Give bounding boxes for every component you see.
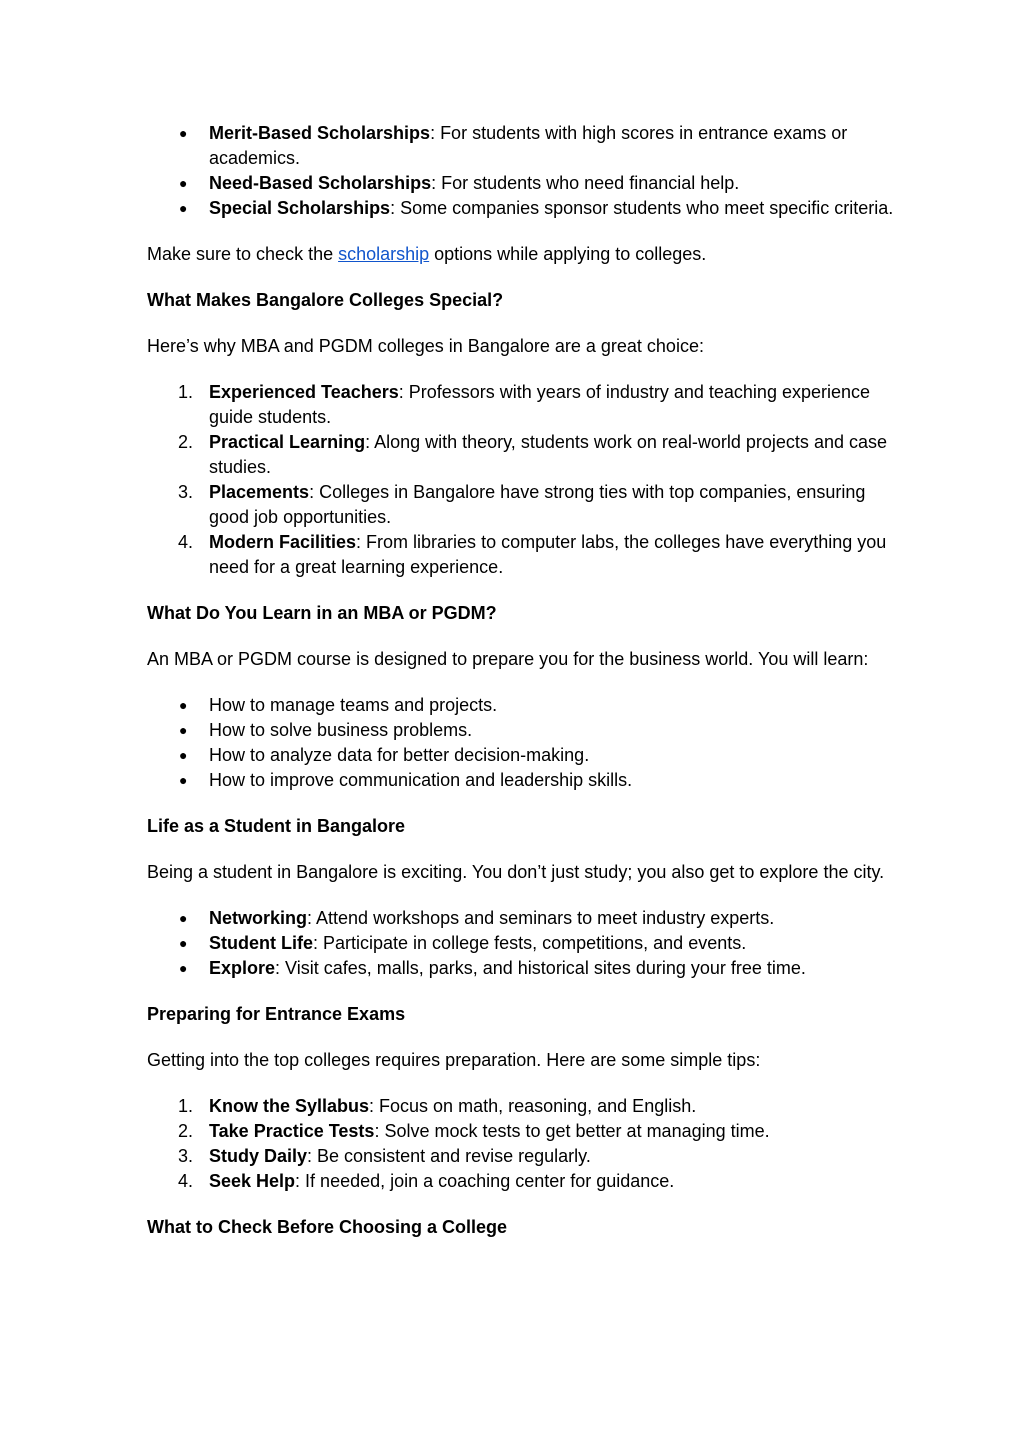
list-item <box>147 768 899 793</box>
bullet-marker: ● <box>179 697 188 713</box>
item-text: : Some companies sponsor students who meet specific criteria. <box>390 198 894 218</box>
number-marker: 4. <box>178 532 194 552</box>
item-title: Special Scholarships <box>209 198 391 218</box>
section-heading-learn: What Do You Learn in an MBA or PGDM? <box>147 603 497 623</box>
bullet-marker: ● <box>179 960 188 976</box>
item-title: Student Life <box>209 933 313 953</box>
section-heading-special: What Makes Bangalore Colleges Special? <box>147 290 504 310</box>
number-marker: 4. <box>178 1171 194 1191</box>
list-item <box>147 718 899 743</box>
learn-list <box>147 693 899 793</box>
bullet-marker: ● <box>179 935 188 951</box>
item-text: : Be consistent and revise regularly. <box>307 1146 591 1166</box>
special-list <box>147 380 899 580</box>
item-text: How to analyze data for better decision-making. <box>209 745 590 765</box>
section-heading-check: What to Check Before Choosing a College <box>147 1217 508 1237</box>
item-text: : Professors with years of industry and teaching experience guide students. <box>209 382 871 427</box>
item-text: How to improve communication and leadership skills. <box>209 770 633 790</box>
item-text: : For students with high scores in entrance exams or academics. <box>209 123 848 168</box>
item-title: Modern Facilities <box>209 532 357 552</box>
list-item <box>147 743 899 768</box>
bullet-marker: ● <box>179 747 188 763</box>
section-intro-special: Here’s why MBA and PGDM colleges in Bangalore are a great choice: <box>147 336 704 356</box>
item-text: : Focus on math, reasoning, and English. <box>369 1096 697 1116</box>
number-marker: 3. <box>178 482 194 502</box>
item-title: Placements <box>209 482 310 502</box>
list-item <box>147 931 899 956</box>
list-item <box>147 1094 899 1119</box>
item-text: : Along with theory, students work on real-world projects and case studies. <box>209 432 887 477</box>
item-text: How to solve business problems. <box>209 720 473 740</box>
item-text: How to manage teams and projects. <box>209 695 498 715</box>
note-text-after: options while applying to colleges. <box>429 244 707 264</box>
item-title: Merit-Based Scholarships <box>209 123 431 143</box>
section-intro-learn: An MBA or PGDM course is designed to prepare you for the business world. You will learn: <box>147 649 869 669</box>
number-marker: 2. <box>178 1121 194 1141</box>
bullet-marker: ● <box>179 772 188 788</box>
item-text: : Attend workshops and seminars to meet industry experts. <box>307 908 775 928</box>
exams-list <box>147 1094 899 1194</box>
number-marker: 1. <box>178 1096 194 1116</box>
item-title: Explore <box>209 958 276 978</box>
item-text: : Colleges in Bangalore have strong ties with top companies, ensuring good job opportunities. <box>209 482 866 527</box>
life-list <box>147 906 899 981</box>
section-heading-exams: Preparing for Entrance Exams <box>147 1004 406 1024</box>
list-item <box>147 1144 899 1169</box>
bullet-marker: ● <box>179 910 188 926</box>
item-title: Need-Based Scholarships <box>209 173 432 193</box>
list-item <box>147 956 899 981</box>
item-text: : Participate in college fests, competitions, and events. <box>313 933 747 953</box>
list-item <box>147 693 899 718</box>
list-item <box>147 1119 899 1144</box>
item-title: Know the Syllabus <box>209 1096 370 1116</box>
item-title: Study Daily <box>209 1146 308 1166</box>
item-text: : If needed, join a coaching center for guidance. <box>295 1171 675 1191</box>
document-content <box>147 121 899 1261</box>
number-marker: 1. <box>178 382 194 402</box>
bullet-marker: ● <box>179 125 188 141</box>
item-title: Seek Help <box>209 1171 296 1191</box>
list-item <box>147 171 899 196</box>
item-title: Experienced Teachers <box>209 382 399 402</box>
section-intro-life: Being a student in Bangalore is exciting. You don’t just study; you also get to explore the city. <box>147 862 885 882</box>
list-item <box>147 430 899 480</box>
list-item <box>147 380 899 430</box>
item-title: Take Practice Tests <box>209 1121 375 1141</box>
bullet-marker: ● <box>179 722 188 738</box>
list-item <box>147 121 899 171</box>
section-intro-exams: Getting into the top colleges requires preparation. Here are some simple tips: <box>147 1050 761 1070</box>
bullet-marker: ● <box>179 200 188 216</box>
bullet-marker: ● <box>179 175 188 191</box>
list-item <box>147 196 899 221</box>
list-item <box>147 906 899 931</box>
item-title: Practical Learning <box>209 432 366 452</box>
note-text-before: Make sure to check the <box>147 244 339 264</box>
item-text: : From libraries to computer labs, the colleges have everything you need for a great learning experience. <box>209 532 887 577</box>
item-text: : Solve mock tests to get better at managing time. <box>374 1121 770 1141</box>
item-text: : For students who need financial help. <box>431 173 740 193</box>
list-item <box>147 1169 899 1194</box>
list-item <box>147 530 899 580</box>
number-marker: 2. <box>178 432 194 452</box>
item-text: : Visit cafes, malls, parks, and historical sites during your free time. <box>275 958 806 978</box>
number-marker: 3. <box>178 1146 194 1166</box>
scholarship-link[interactable]: scholarship <box>338 244 430 264</box>
scholarship-note <box>147 242 899 267</box>
item-title: Networking <box>209 908 308 928</box>
section-heading-life: Life as a Student in Bangalore <box>147 816 406 836</box>
scholarship-list <box>147 121 899 221</box>
list-item <box>147 480 899 530</box>
